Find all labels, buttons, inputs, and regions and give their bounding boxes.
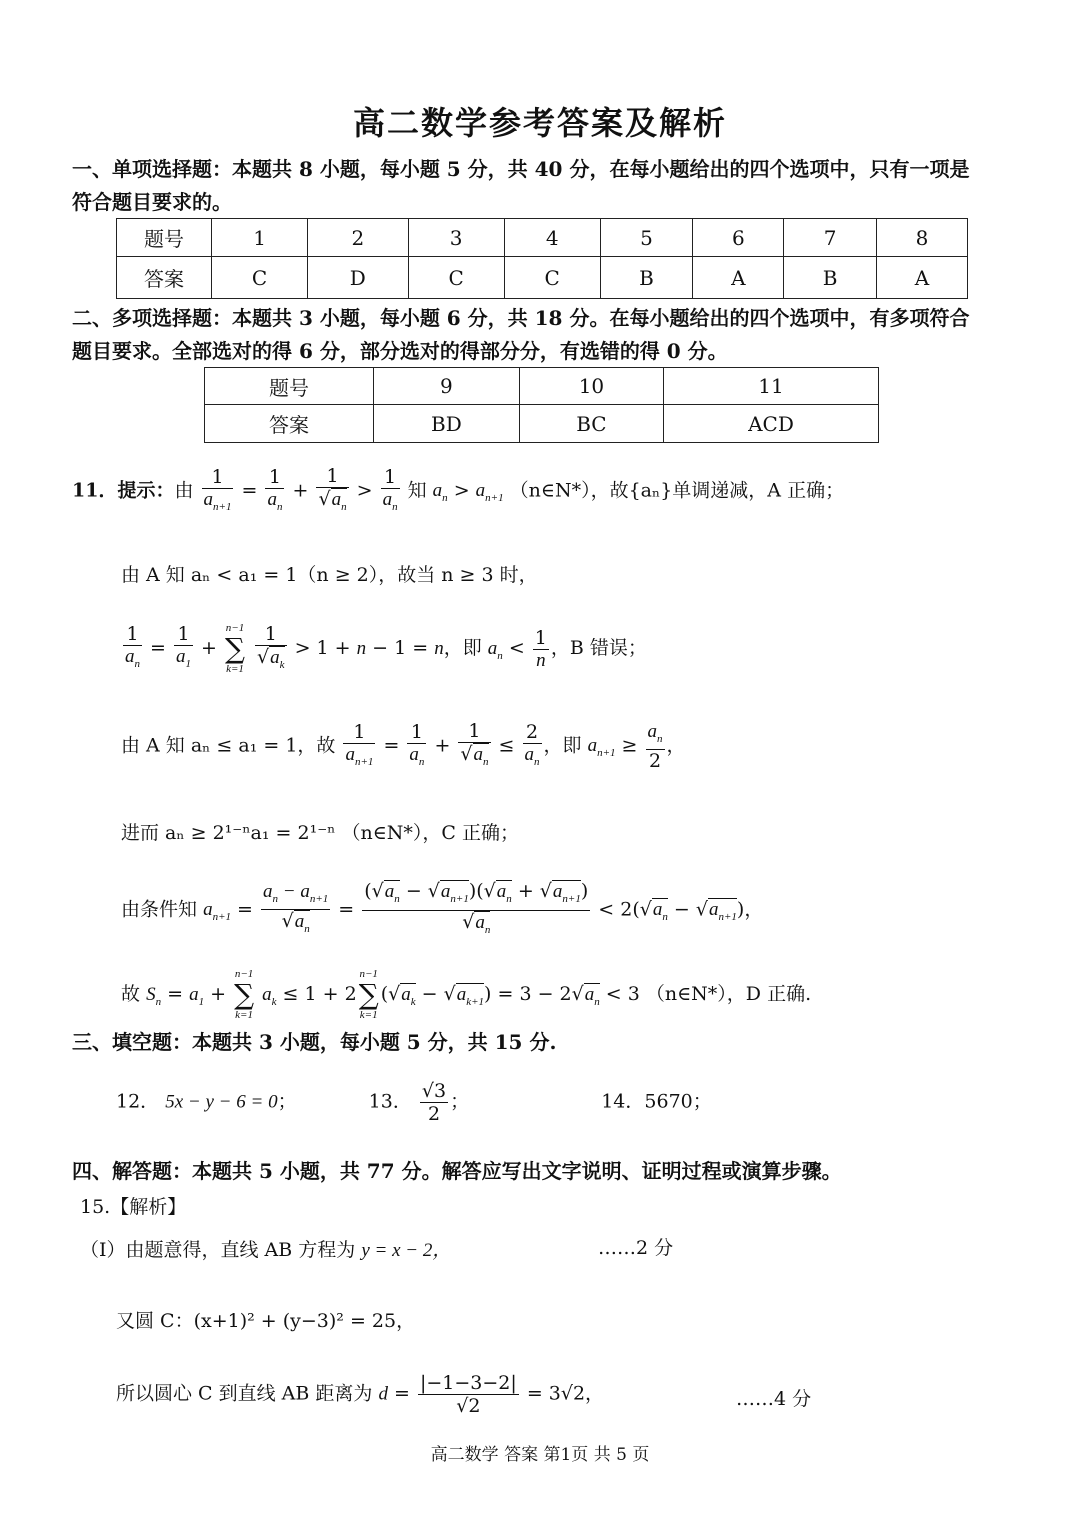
row-label: 答案 [205, 405, 374, 443]
answer-cell: ACD [664, 405, 879, 443]
q11-line2: 由 A 知 aₙ < a₁ = 1（n ≥ 2），故当 n ≥ 3 时， [121, 564, 538, 586]
math-fraction: $\frac{a_n}{2}$ [647, 720, 663, 773]
section2-heading [72, 302, 1022, 368]
table-row [205, 368, 879, 405]
a12-label: 12． [116, 1090, 160, 1113]
q11-line1: 11．提示：由 $\frac{1}{a_{n+1}}$ = $\frac{1}{a_n}$ + $\frac{1}{√a_n}$ > $\frac{1}{a_n}$ 知 $a_n > a_{n+1}$ （n∈N*），故{aₙ}单调递减，A 正确； [72, 465, 844, 518]
page-title: 高二数学参考答案及解析 [352, 104, 727, 142]
row-label: 题号 [205, 368, 374, 405]
answer-cell: BD [374, 405, 520, 443]
math-fraction: $\frac{1}{a_{n+1}}$ [203, 465, 232, 513]
q11-line3-end: ，B 错误； [550, 637, 647, 659]
math-fraction: $\frac{a_n - a_{n+1}}{√a_n}$ [263, 880, 329, 936]
section1-heading [72, 153, 1022, 219]
math-fraction: $\frac{1}{a_n}$ [409, 720, 425, 768]
answer-cell: BC [519, 405, 663, 443]
q11-monotone-text: （n∈N*），故{aₙ}单调递减，A 正确； [509, 479, 845, 502]
q15-step1-equation: y = x − 2， [361, 1240, 452, 1261]
section1-answer-table [116, 218, 968, 299]
q15-step3-result: = 3√2， [526, 1382, 605, 1405]
q11-line4: 由 A 知 aₙ ≤ a₁ = 1，故 $\frac{1}{a_{n+1}}$ = $\frac{1}{a_n}$ + $\frac{1}{√a_n}$ ≤ $\frac{2}{a_n}$ ，即 $a_{n+1}$ ≥ $\frac{a_n}{2}$ ， [121, 720, 686, 773]
math-fraction: $\frac{1}{a_n}$ [125, 623, 140, 670]
a14-label: 14． [601, 1090, 645, 1113]
q11-label: 11．提示： [72, 479, 175, 502]
section2-heading-line2: 题目要求。全部选对的得 6 分，部分选对的得部分分，有选错的得 0 分。 [72, 339, 728, 363]
a12-answer: 5x − y − 6 = 0 [165, 1091, 278, 1113]
q15-step1-score: ……2 分 [598, 1237, 674, 1259]
sum-symbol: n−1 ∑ k=1 [358, 968, 379, 1021]
question-number: 8 [876, 219, 967, 257]
q15-label: 15.【解析】 [80, 1196, 187, 1218]
q11-line3-text: ，即 [443, 637, 482, 659]
q11-line4-mid: ，即 [543, 734, 582, 757]
q11-know-text: 知 [407, 479, 427, 502]
q15-step3-numerator: |−1−3−2| [419, 1372, 517, 1394]
q15-step1 [80, 1235, 451, 1262]
a13-denominator: 2 [427, 1103, 441, 1125]
math-fraction: $\frac{1}{a_n}$ [382, 465, 398, 513]
question-number: 3 [408, 219, 504, 257]
a13-numerator: √3 [421, 1080, 447, 1102]
section1-heading-line1: 一、单项选择题：本题共 8 小题，每小题 5 分，共 40 分，在每小题给出的四个选项中，只有一项是 [72, 157, 970, 181]
a14-answer: 5670； [644, 1090, 712, 1113]
question-number: 10 [519, 368, 663, 405]
row-label: 题号 [117, 219, 212, 257]
math-fraction [418, 1372, 519, 1417]
math-fraction: $\frac{1}{√a_k}$ [257, 622, 285, 671]
section2-heading-line1: 二、多项选择题：本题共 3 小题，每小题 6 分，共 18 分。在每小题给出的四个选项中，有多项符合 [72, 306, 970, 330]
q11-line6-start: 由条件知 [121, 898, 198, 921]
math-fraction: $\frac{1}{√a_n}$ [318, 465, 347, 513]
page-footer: 高二数学 答案 第1页 共 5 页 [430, 1445, 650, 1465]
q11-line7: 故 $S_n = a_1$ + n−1 ∑ k=1 $a_k \le 1 + 2$ n−1 ∑ k=1 $(√a_k - √a_{k+1}) = 3 - 2√a_n < 3$ （n∈N*），D 正确. [121, 968, 812, 1021]
answer-cell: B [600, 257, 693, 299]
q15-step1-text: （I）由题意得，直线 AB 方程为 [80, 1239, 356, 1261]
math-fraction: $\frac{1}{n}$ [534, 626, 547, 671]
table-row [117, 257, 968, 299]
q15-step3-score: ……4 分 [736, 1388, 812, 1410]
question-number: 7 [784, 219, 877, 257]
section1-heading-line2: 符合题目要求的。 [72, 190, 232, 214]
answer-cell: D [308, 257, 408, 299]
question-number: 5 [600, 219, 693, 257]
math-fraction: $\frac{1}{a_n}$ [267, 465, 283, 513]
question-number: 2 [308, 219, 408, 257]
section3-heading: 三、填空题：本题共 3 小题，每小题 5 分，共 15 分. [72, 1030, 557, 1054]
answer-cell: C [408, 257, 504, 299]
table-row [117, 219, 968, 257]
math-fraction: $\frac{2}{a_n}$ [524, 720, 540, 768]
math-fraction: $\frac{1}{a_1}$ [176, 623, 191, 670]
question-number: 9 [374, 368, 520, 405]
q15-step3-denominator: √2 [456, 1395, 481, 1417]
q11-line4-start: 由 A 知 aₙ ≤ a₁ = 1，故 [121, 734, 336, 757]
question-number: 1 [212, 219, 308, 257]
sum-symbol: n−1 ∑ k=1 [225, 622, 245, 675]
q15-step3: 所以圆心 C 到直线 AB 距离为 d = $\frac{|-1-3-2|}{√2}$ = 3√2， [116, 1372, 605, 1417]
answer-cell: A [876, 257, 967, 299]
q11-intro: 由 [174, 479, 194, 502]
math-fraction: $\frac{1}{a_{n+1}}$ [345, 720, 374, 768]
q15-step3-text: 所以圆心 C 到直线 AB 距离为 [116, 1382, 373, 1405]
answer-cell: B [784, 257, 877, 299]
math-fraction: $\frac{(√a_n - √a_{n+1})(√a_n + √a_{n+1})}{√a_n}$ [364, 880, 589, 936]
a13-fraction [420, 1080, 448, 1125]
q11-line7-end: （n∈N*），D 正确. [645, 983, 812, 1005]
a13-label: 13． [368, 1090, 412, 1113]
q11-line5: 进而 aₙ ≥ 2¹⁻ⁿa₁ = 2¹⁻ⁿ （n∈N*），C 正确； [121, 822, 519, 844]
section2-answer-table [204, 367, 879, 443]
table-row [205, 405, 879, 443]
q11-line6: 由条件知 $a_{n+1}$ = $\frac{a_n - a_{n+1}}{√a_n}$ = $\frac{(√a_n - √a_{n+1})(√a_n + √a_{n+1})}{√a_n}$ < $2(√a_n - √a_{n+1})$， [121, 880, 763, 941]
question-number: 11 [664, 368, 879, 405]
question-number: 4 [504, 219, 600, 257]
answer-cell: C [504, 257, 600, 299]
section4-heading: 四、解答题：本题共 5 小题，共 77 分。解答应写出文字说明、证明过程或演算步骤。 [72, 1159, 842, 1183]
question-number: 6 [693, 219, 784, 257]
fill-in-answers: 12． 5x − y − 6 = 0； 13． $\frac{√3}{2}$ ； 14．5670； [116, 1080, 712, 1125]
q15-step2: 又圆 C：(x+1)² + (y−3)² = 25， [116, 1310, 416, 1332]
q11-line3: $\frac{1}{a_n}$ = $\frac{1}{a_1}$ + n−1 ∑ k=1 $\frac{1}{√a_k}$ > 1 + n − 1 = n，即 $a_n$ < $\frac{1}{n}$ ，B 错误； [125, 622, 647, 675]
math-fraction: $\frac{1}{√a_n}$ [460, 720, 489, 768]
answer-cell: A [693, 257, 784, 299]
q11-line7-start: 故 [121, 983, 141, 1005]
row-label: 答案 [117, 257, 212, 299]
sum-symbol: n−1 ∑ k=1 [234, 968, 255, 1021]
answer-cell: C [212, 257, 308, 299]
